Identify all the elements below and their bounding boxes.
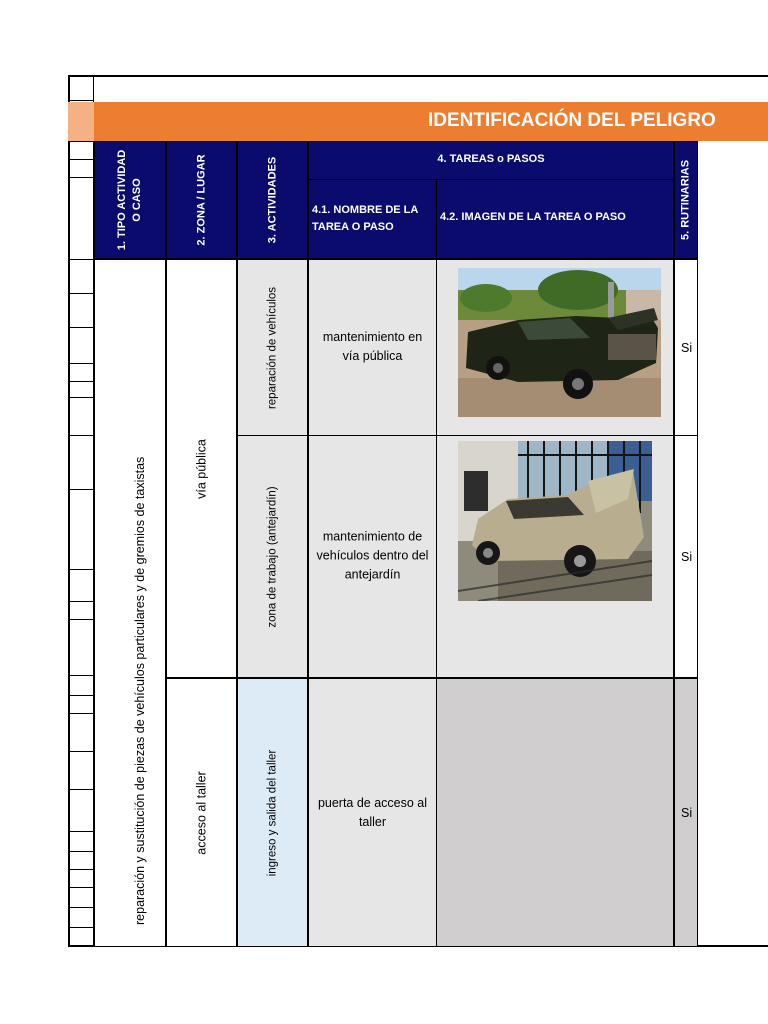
cell-rutinaria-3: Si	[674, 677, 698, 947]
car-in-front-yard-photo	[458, 441, 652, 601]
title-cell	[94, 102, 768, 141]
header-imagen-tarea: 4.2. IMAGEN DE LA TAREA O PASO	[436, 179, 674, 259]
cell-tarea-3: puerta de acceso al taller	[308, 677, 437, 947]
cell-tarea-2: mantenimiento de vehículos dentro del antejardín	[308, 435, 437, 678]
cell-tarea-1: mantenimiento en vía pública	[308, 259, 437, 436]
cell-zona-acceso-taller: acceso al taller	[166, 677, 237, 947]
cell-zona-via-publica: vía pública	[166, 259, 237, 678]
cell-rutinaria-2: Si	[674, 435, 698, 678]
header-actividades: 3. ACTIVIDADES	[237, 141, 308, 259]
cell-imagen-2	[436, 435, 674, 678]
header-rutinarias: 5. RUTINARIAS	[674, 141, 698, 259]
cell-actividad-2: zona de trabajo (antejardín)	[237, 435, 308, 678]
car-on-street-photo	[458, 268, 661, 417]
row-gutter	[68, 75, 94, 947]
header-tipo-actividad: 1. TIPO ACTIVIDAD O CASO	[94, 141, 166, 259]
cell-actividad-3: ingreso y salida del taller	[237, 677, 308, 947]
cell-imagen-1	[436, 259, 674, 436]
page-title: IDENTIFICACIÓN DEL PELIGRO	[428, 110, 716, 131]
cell-rutinaria-1: Si	[674, 259, 698, 436]
header-zona: 2. ZONA / LUGAR	[166, 141, 237, 259]
header-nombre-tarea: 4.1. NOMBRE DE LA TAREA O PASO	[308, 179, 437, 259]
title-bar-gutter	[68, 102, 94, 141]
cell-tipo-actividad: reparación y sustitución de piezas de vehículos particulares y de gremios de taxistas	[94, 259, 166, 947]
cell-imagen-3	[436, 677, 674, 947]
header-tareas: 4. TAREAS o PASOS	[308, 141, 674, 180]
cell-actividad-1: reparación de vehículos	[237, 259, 308, 436]
